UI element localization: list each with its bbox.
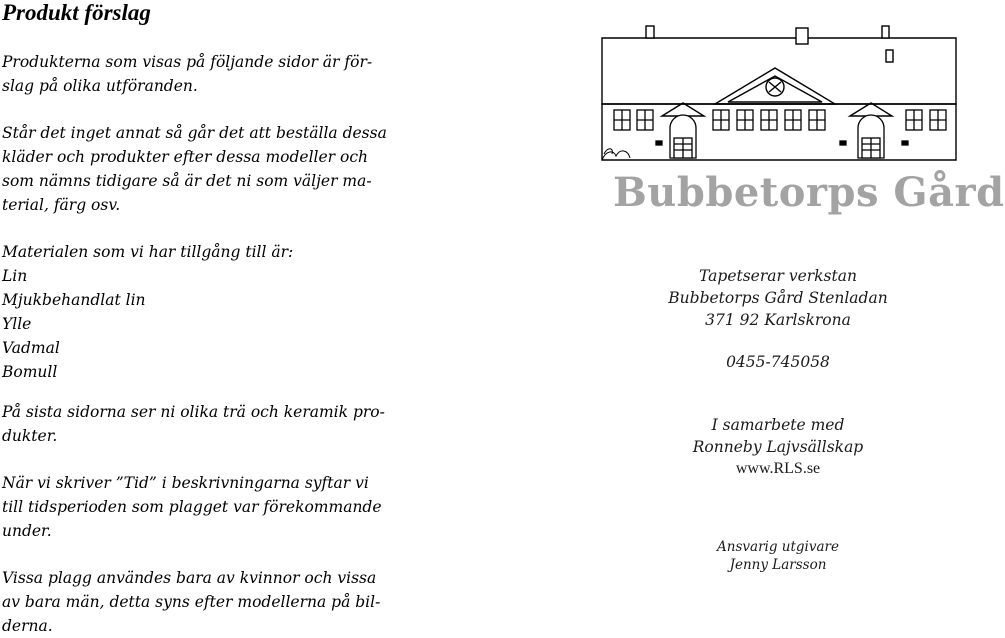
brand-logo-text: Bubbetorps Gård	[613, 169, 1005, 216]
phone-number: 0455-745058	[726, 353, 830, 371]
material-item: Bomull	[2, 363, 58, 381]
text-line: under.	[2, 522, 52, 540]
text-line: till tidsperioden som plagget var förekommande	[2, 498, 382, 516]
material-item: Lin	[2, 267, 28, 285]
address-line: 371 92 Karlskrona	[705, 311, 851, 329]
intro-paragraph	[2, 50, 458, 98]
text-line: derna.	[2, 617, 53, 635]
text-line: kläder och produkter efter dessa modeller och	[2, 148, 369, 166]
publisher-name: Jenny Larsson	[729, 557, 827, 573]
materials-list	[2, 240, 458, 384]
address-line: Bubbetorps Gård Stenladan	[668, 289, 888, 307]
partner-block	[598, 414, 958, 480]
text-line: terial, färg osv.	[2, 196, 121, 214]
material-item: Ylle	[2, 315, 32, 333]
text-line: slag på olika utföranden.	[2, 77, 198, 95]
wood-ceramic-paragraph	[2, 400, 458, 448]
publisher-block	[598, 538, 958, 574]
gender-paragraph	[2, 566, 458, 638]
text-line: dukter.	[2, 427, 58, 445]
manor-house-icon	[600, 26, 958, 166]
partner-url-link[interactable]: www.RLS.se	[735, 460, 821, 477]
text-line: som nämns tidigare så är det ni som väljer ma-	[2, 172, 372, 190]
partner-line: Ronneby Lajvsällskap	[692, 438, 864, 456]
text-line: På sista sidorna ser ni olika trä och keramik pro-	[2, 403, 385, 421]
text-line: Står det inget annat så går det att beställa dessa	[2, 124, 387, 142]
time-paragraph	[2, 471, 458, 543]
text-line: av bara män, detta syns efter modellerna på bil-	[2, 593, 381, 611]
material-item: Mjukbehandlat lin	[2, 291, 146, 309]
ordering-paragraph	[2, 121, 458, 217]
address-block	[598, 265, 958, 331]
partner-line: I samarbete med	[711, 416, 845, 434]
publisher-label: Ansvarig utgivare	[717, 539, 839, 555]
text-line: Produkterna som visas på följande sidor är för-	[2, 53, 373, 71]
text-line: Vissa plagg användes bara av kvinnor och vissa	[2, 569, 377, 587]
material-item: Vadmal	[2, 339, 60, 357]
text-line: När vi skriver ”Tid” i beskrivningarna syftar vi	[2, 474, 369, 492]
page-title: Produkt förslag	[2, 0, 151, 25]
address-line: Tapetserar verkstan	[699, 267, 857, 285]
materials-heading: Materialen som vi har tillgång till är:	[2, 243, 294, 261]
